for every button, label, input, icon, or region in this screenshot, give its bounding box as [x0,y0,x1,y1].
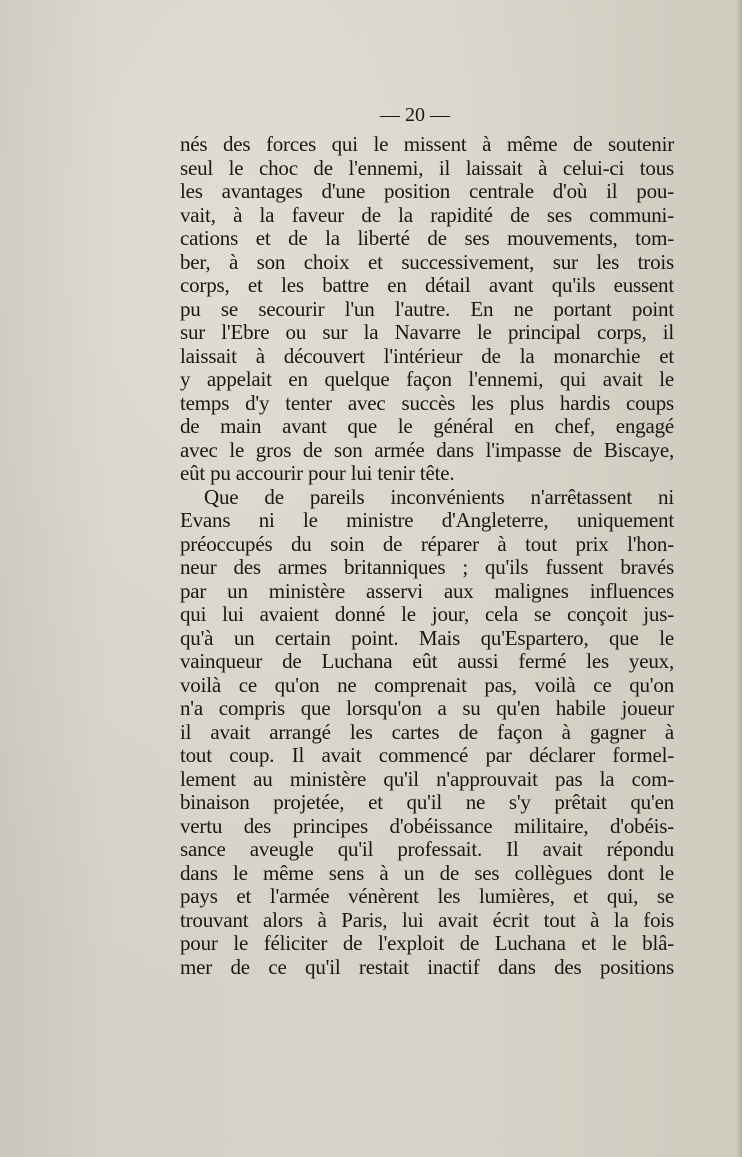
text-line: temps d'y tenter avec succès les plus hardis coups [180,390,674,415]
text-line: eût pu accourir pour lui tenir tête. [180,461,455,485]
text-line: y appelait en quelque façon l'ennemi, qui avait le [180,367,674,391]
text-line: mer de ce qu'il restait inactif dans des positions [180,954,674,979]
text-line: sur l'Ebre ou sur la Navarre le principal corps, il [180,320,674,344]
text-line: ber, à son choix et successivement, sur les trois [180,249,674,274]
text-line: tout coup. Il avait commencé par déclarer formel- [180,743,674,767]
text-line: binaison projetée, et qu'il ne s'y prêtait qu'en [180,790,674,814]
text-line: pays et l'armée vénèrent les lumières, et qui, se [180,884,674,908]
text-line: Que de pareils inconvénients n'arrêtassent ni [204,484,674,509]
text-line: les avantages d'une position centrale d'où il pou- [180,179,674,203]
text-line: cations et de la liberté de ses mouvements, tom- [180,226,674,250]
text-line: il avait arrangé les cartes de façon à gagner à [180,719,674,744]
text-line: n'a compris que lorsqu'on a su qu'en habile joueur [180,696,674,720]
text-line: lement au ministère qu'il n'approuvait pas la com- [180,766,674,791]
page-number: — 20 — [380,104,450,126]
text-line: nés des forces qui le missent à même de soutenir [180,132,674,156]
text-line: dans le même sens à un de ses collègues dont le [180,860,674,885]
text-line: corps, et les battre en détail avant qu'ils eussent [180,273,674,297]
text-line: sance aveugle qu'il professait. Il avait répondu [180,837,674,861]
text-line: pour le féliciter de l'exploit de Luchana et le blâ- [180,931,674,955]
text-line: qu'à un certain point. Mais qu'Espartero, que le [180,625,674,650]
text-line: voilà ce qu'on ne comprenait pas, voilà ce qu'on [180,672,674,697]
text-line: seul le choc de l'ennemi, il laissait à celui-ci tous [180,155,674,180]
text-line: Evans ni le ministre d'Angleterre, uniquement [180,508,674,532]
text-line: vainqueur de Luchana eût aussi fermé les yeux, [180,649,674,673]
text-line: vait, à la faveur de la rapidité de ses communi- [180,202,674,227]
text-line: trouvant alors à Paris, lui avait écrit tout à la fois [180,907,674,932]
text-line: avec le gros de son armée dans l'impasse de Biscaye, [180,437,674,462]
text-line: pu se secourir l'un l'autre. En ne portant point [180,296,674,321]
text-line: qui lui avaient donné le jour, cela se conçoit jus- [180,602,674,626]
text-line: par un ministère asservi aux malignes influences [180,578,674,603]
body-text [180,133,674,979]
text-line: laissait à découvert l'intérieur de la monarchie et [180,343,674,368]
text-line: neur des armes britanniques ; qu'ils fussent bravés [180,555,674,579]
text-line: préoccupés du soin de réparer à tout prix l'hon- [180,531,674,556]
page-edge-shadow [736,0,742,1157]
text-line: vertu des principes d'obéissance militaire, d'obéis- [180,813,674,838]
text-line: de main avant que le général en chef, engagé [180,414,674,438]
